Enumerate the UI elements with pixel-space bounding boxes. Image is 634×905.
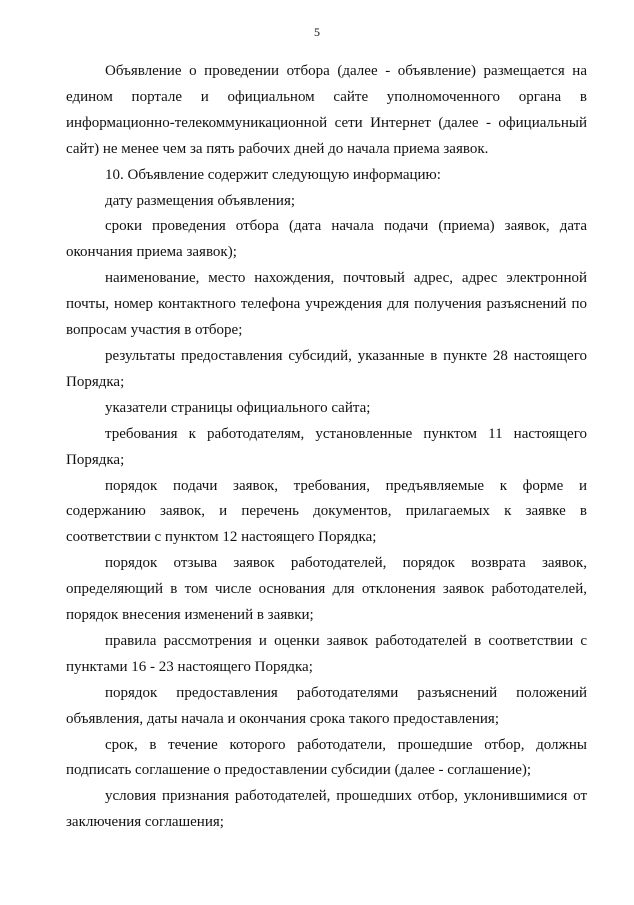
paragraph-announcement-publication: Объявление о проведении отбора (далее - объявление) размещается на едином портале и официальном сайте уполномоченного органа в информационно-телекоммуникационной сети Интернет (далее - официальный сайт) не менее чем за пять рабочих дней до начала приема заявок. (66, 63, 587, 157)
paragraph-item-10-heading: 10. Объявление содержит следующую информацию: (105, 166, 441, 183)
paragraph-subsidy-results: результаты предоставления субсидий, указанные в пункте 28 настоящего Порядка; (66, 347, 587, 390)
paragraph-clarification-procedure: порядок предоставления работодателями разъяснений положений объявления, даты начала и окончания срока такого предоставления; (66, 684, 587, 727)
paragraph-contact-details: наименование, место нахождения, почтовый адрес, адрес электронной почты, номер контактного телефона учреждения для получения разъяснений по вопросам участия в отборе; (66, 270, 587, 339)
paragraph-evasion-conditions: условия признания работодателей, прошедших отбор, уклонившимися от заключения соглашения; (66, 788, 587, 831)
paragraph-publication-date: дату размещения объявления; (105, 192, 296, 209)
paragraph-application-procedure: порядок подачи заявок, требования, предъявляемые к форме и содержанию заявок, и перечень документов, прилагаемых к заявке в соответствии с пунктом 12 настоящего Порядка; (66, 477, 587, 546)
paragraph-employer-requirements: требования к работодателям, установленные пунктом 11 настоящего Порядка; (66, 425, 587, 468)
paragraph-site-pointers: указатели страницы официального сайта; (105, 399, 371, 416)
page-number: 5 (314, 25, 320, 39)
paragraph-selection-dates: сроки проведения отбора (дата начала подачи (приема) заявок, дата окончания приема заявок); (66, 218, 587, 261)
paragraph-agreement-deadline: срок, в течение которого работодатели, прошедшие отбор, должны подписать соглашение о предоставлении субсидии (далее - соглашение); (66, 736, 587, 779)
paragraph-withdrawal-procedure: порядок отзыва заявок работодателей, порядок возврата заявок, определяющий в том числе основания для отклонения заявок работодателей, порядок внесения изменений в заявки; (66, 555, 587, 624)
document-body (66, 59, 587, 836)
paragraph-review-rules: правила рассмотрения и оценки заявок работодателей в соответствии с пунктами 16 - 23 настоящего Порядка; (66, 632, 587, 675)
